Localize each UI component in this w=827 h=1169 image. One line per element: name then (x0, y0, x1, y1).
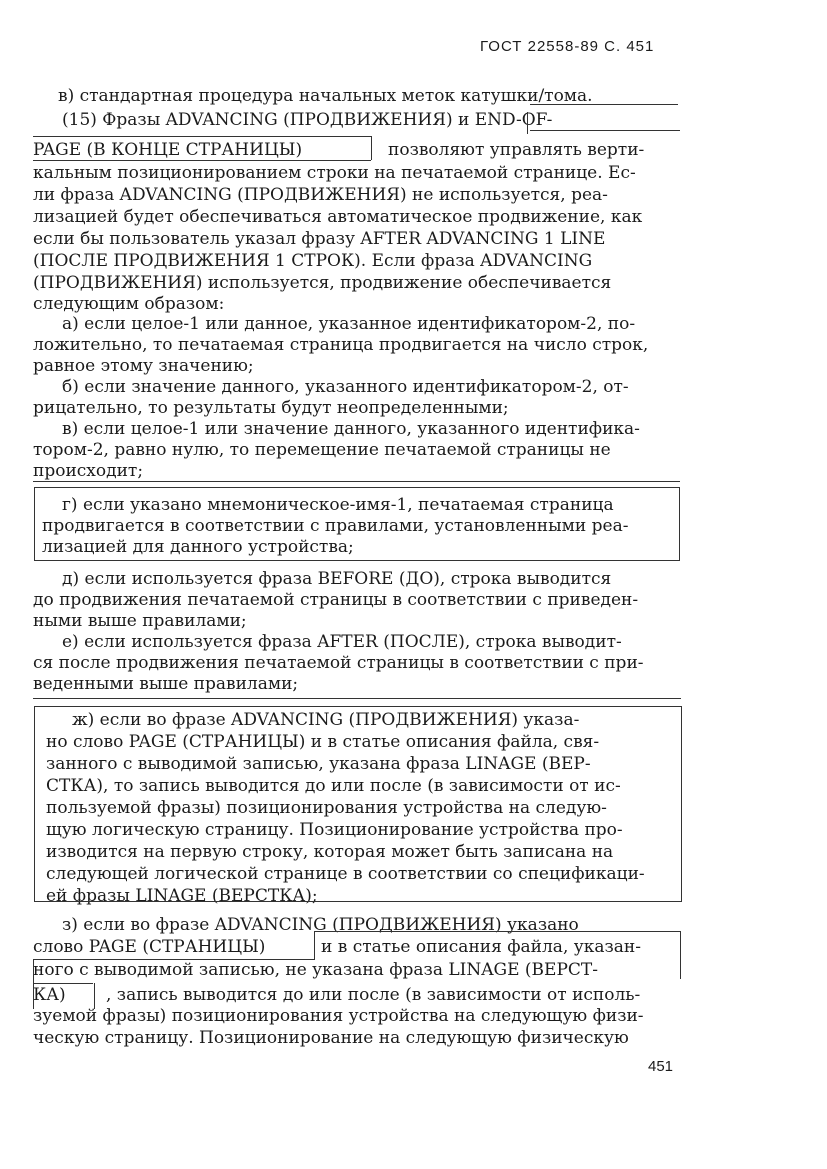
text-line: ж) если во фразе ADVANCING (ПРОДВИЖЕНИЯ) указа- (72, 710, 580, 730)
text-line: равное этому значению; (33, 356, 254, 376)
text-line: ложительно, то печатаемая страница продвигается на число строк, (33, 335, 649, 355)
text-line: СТКА), то запись выводится до или после (в зависимости от ис- (46, 776, 621, 796)
revision-rule (33, 698, 681, 699)
text-line: продвигается в соответствии с правилами, установленными реа- (42, 516, 629, 536)
revision-rule (314, 931, 315, 959)
text-line: рицательно, то результаты будут неопределенными; (33, 398, 509, 418)
text-line: в) если целое-1 или значение данного, указанного идентифика- (62, 419, 640, 439)
revision-rule (33, 983, 93, 984)
text-line: (15) Фразы ADVANCING (ПРОДВИЖЕНИЯ) и END-OF- (62, 110, 553, 130)
revised-paragraph-frame (34, 487, 680, 561)
text-line: тором-2, равно нулю, то перемещение печатаемой страницы не (33, 440, 611, 460)
text-line: зуемой фразы) позиционирования устройства на следующую физи- (33, 1006, 644, 1026)
page-header: ГОСТ 22558-89 С. 451 (480, 38, 655, 55)
revision-rule (94, 983, 95, 1009)
text-line: изводится на первую строку, которая может быть записана на (46, 842, 614, 862)
text-line: в) стандартная процедура начальных меток катушки/тома. (58, 86, 593, 106)
text-line: ными выше правилами; (33, 611, 247, 631)
revision-rule (33, 160, 371, 161)
text-line: ей фразы LINAGE (ВЕРСТКА); (46, 886, 318, 906)
text-line: а) если целое-1 или данное, указанное идентификатором-2, по- (62, 314, 636, 334)
revised-paragraph-frame (34, 706, 682, 902)
text-line: ли фраза ADVANCING (ПРОДВИЖЕНИЯ) не используется, реа- (33, 185, 608, 205)
revision-rule (680, 931, 681, 979)
text-line: занного с выводимой записью, указана фраза LINAGE (ВЕР- (46, 754, 591, 774)
text-line: е) если используется фраза AFTER (ПОСЛЕ), строка выводит- (62, 632, 622, 652)
revision-rule (527, 112, 528, 134)
text-line: следующим образом: (33, 294, 225, 314)
text-line: лизацией будет обеспечиваться автоматическое продвижение, как (33, 207, 643, 227)
text-line: б) если значение данного, указанного идентификатором-2, от- (62, 377, 629, 397)
text-line: и в статье описания файла, указан- (321, 937, 641, 957)
page-number: 451 (648, 1058, 674, 1075)
text-line: PAGE (В КОНЦЕ СТРАНИЦЫ) (33, 140, 303, 160)
text-line: до продвижения печатаемой страницы в соответствии с приведен- (33, 590, 639, 610)
revision-rule (33, 959, 315, 960)
text-line: если бы пользователь указал фразу AFTER ADVANCING 1 LINE (33, 229, 606, 249)
text-line: щую логическую страницу. Позиционирование устройства про- (46, 820, 623, 840)
revision-rule (33, 481, 680, 482)
text-line: пользуемой фразы) позиционирования устройства на следую- (46, 798, 607, 818)
text-line: веденными выше правилами; (33, 674, 299, 694)
text-line: происходит; (33, 461, 144, 481)
text-line: (ПРОДВИЖЕНИЯ) используется, продвижение обеспечивается (33, 273, 612, 293)
text-line: слово PAGE (СТРАНИЦЫ) (33, 937, 266, 957)
text-line: ся после продвижения печатаемой страницы в соответствии с при- (33, 653, 644, 673)
text-line: кальным позиционированием строки на печатаемой странице. Ес- (33, 163, 636, 183)
text-line: ческую страницу. Позиционирование на следующую физическую (33, 1028, 629, 1048)
revision-rule (371, 136, 372, 160)
text-line: лизацией для данного устройства; (42, 537, 354, 557)
text-line: д) если используется фраза BEFORE (ДО), строка выводится (62, 569, 612, 589)
text-line: но слово PAGE (СТРАНИЦЫ) и в статье описания файла, свя- (46, 732, 600, 752)
revision-rule (314, 931, 680, 932)
text-line: г) если указано мнемоническое-имя-1, печатаемая страница (62, 495, 614, 515)
revision-rule (530, 104, 678, 105)
text-line: , запись выводится до или после (в зависимости от исполь- (106, 985, 641, 1005)
text-line: ного с выводимой записью, не указана фраза LINAGE (ВЕРСТ- (33, 960, 598, 980)
text-line: КА) (33, 985, 66, 1005)
revision-rule (530, 130, 680, 131)
text-line: следующей логической странице в соответствии со спецификаци- (46, 864, 645, 884)
revision-rule (33, 959, 34, 1009)
text-line: (ПОСЛЕ ПРОДВИЖЕНИЯ 1 СТРОК). Если фраза ADVANCING (33, 251, 593, 271)
text-line: позволяют управлять верти- (388, 140, 645, 160)
text-line: з) если во фразе ADVANCING (ПРОДВИЖЕНИЯ) указано (62, 915, 579, 935)
revision-rule (33, 136, 371, 137)
